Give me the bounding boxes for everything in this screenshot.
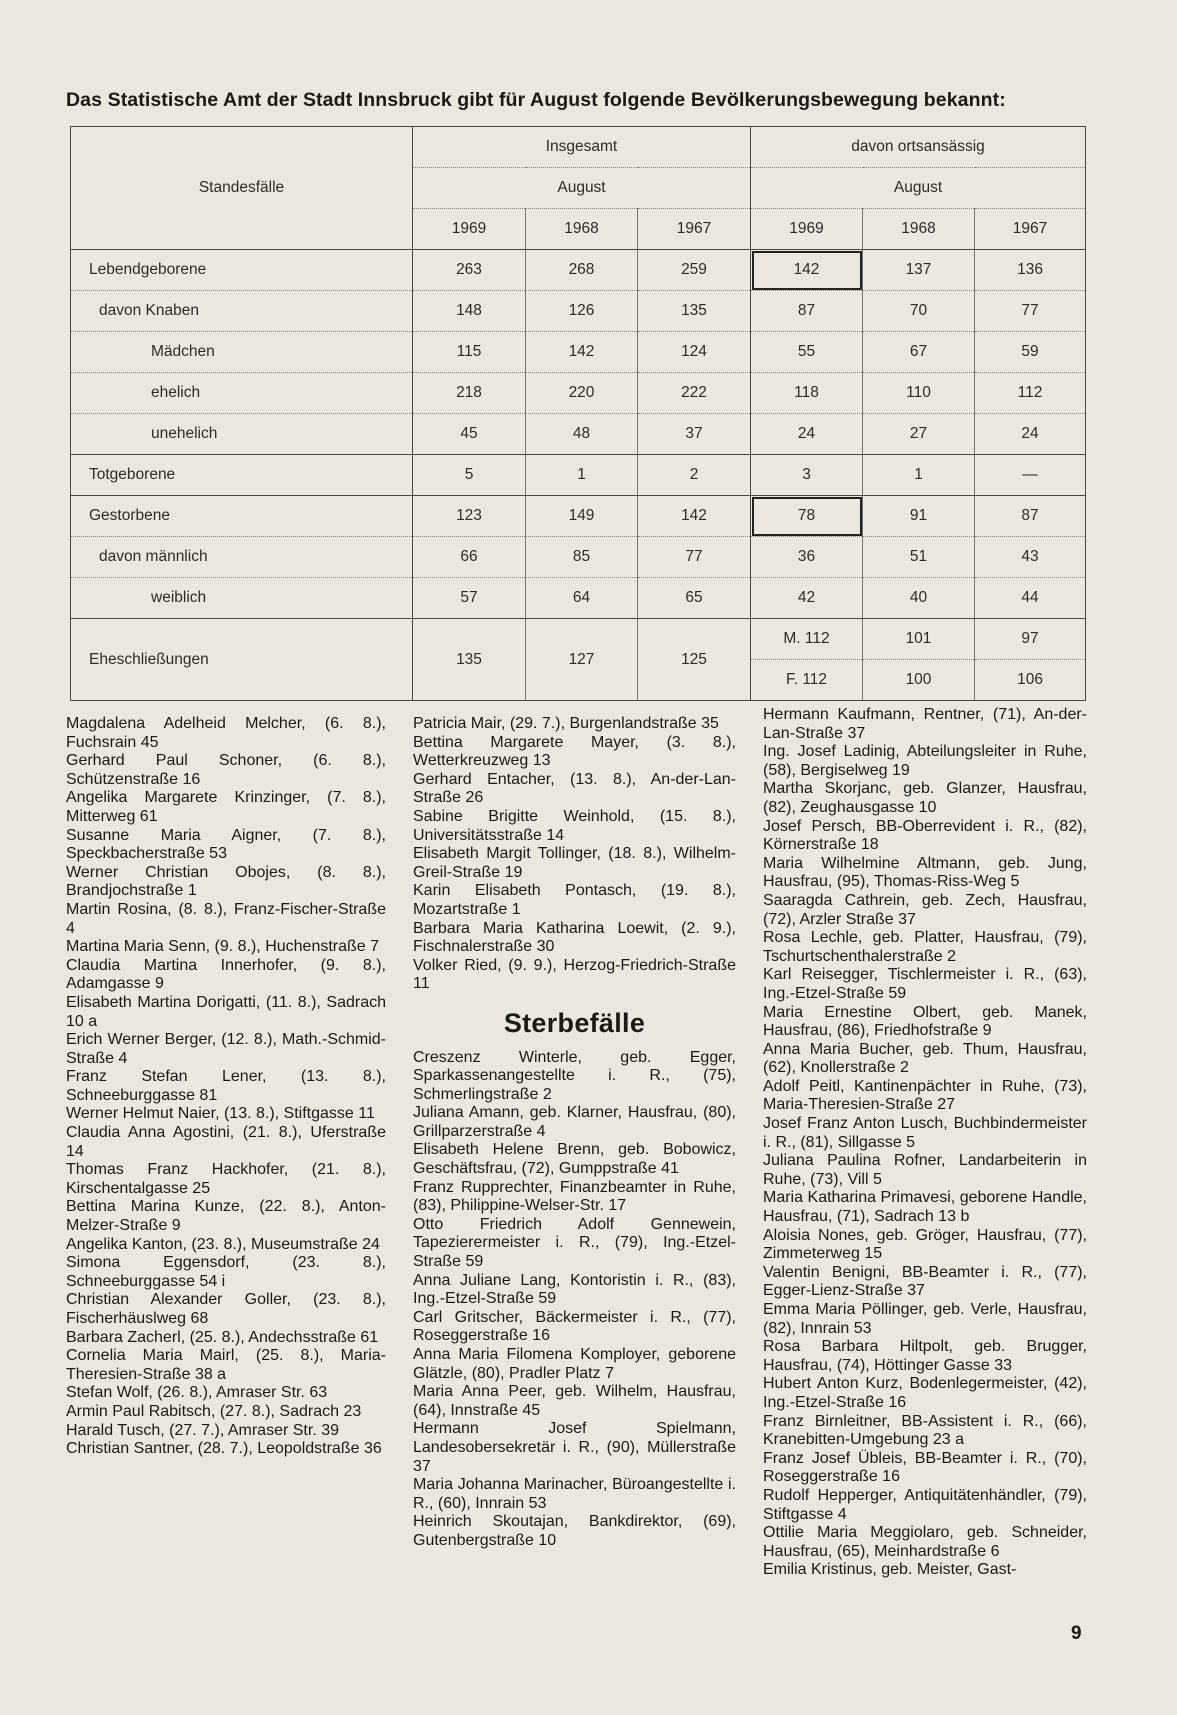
table-cell: 135	[638, 291, 751, 332]
table-cell: 51	[863, 537, 975, 578]
table-row	[71, 537, 1086, 578]
birth-entry: Christian Alexander Goller, (23. 8.), Fischerhäuslweg 68	[66, 1291, 386, 1327]
table-row	[71, 250, 1086, 291]
deaths-heading: Sterbefälle	[503, 1007, 646, 1038]
table-cell: 45	[413, 414, 526, 455]
headline: Das Statistische Amt der Stadt Innsbruck gibt für August folgende Bevölkerungsbewegung bekannt:	[66, 89, 1006, 111]
birth-entry: Barbara Maria Katharina Loewit, (2. 9.), Fischnalerstraße 30	[413, 919, 736, 956]
death-entry: Anna Maria Filomena Komployer, geborene Glätzle, (80), Pradler Platz 7	[413, 1346, 736, 1382]
death-entry: Josef Franz Anton Lusch, Buchbindermeister i. R., (81), Sillgasse 5	[763, 1115, 1087, 1151]
birth-entry: Barbara Zacherl, (25. 8.), Andechsstraße 61	[66, 1328, 379, 1346]
birth-entry: Angelika Margarete Krinzinger, (7. 8.), Mitterweg 61	[66, 789, 386, 825]
table-cell: 110	[863, 373, 975, 414]
table-row	[71, 578, 1086, 619]
table-cell: 115	[413, 332, 526, 373]
death-entry: Maria Wilhelmine Altmann, geb. Jung, Hausfrau, (95), Thomas-Riss-Weg 5	[763, 854, 1087, 891]
table-cell: 118	[751, 373, 863, 414]
table-cell: 67	[863, 332, 975, 373]
table-cell: 24	[751, 414, 863, 455]
birth-entry: Patricia Mair, (29. 7.), Burgenlandstraße 35	[413, 715, 719, 732]
death-entry: Rosa Barbara Hiltpolt, geb. Brugger, Hausfrau, (74), Höttinger Gasse 33	[763, 1338, 1087, 1374]
table-cell: —	[975, 455, 1086, 496]
birth-entry: Armin Paul Rabitsch, (27. 8.), Sadrach 23	[66, 1402, 362, 1420]
group-total: Insgesamt	[413, 127, 751, 168]
births-deaths-column-2	[413, 715, 736, 1551]
table-cell: 24	[975, 414, 1086, 455]
table-cell: 57	[413, 578, 526, 619]
year-header: 1968	[526, 209, 638, 250]
month-total: August	[413, 168, 751, 209]
death-entry: Saaragda Cathrein, geb. Zech, Hausfrau, (72), Arzler Straße 37	[763, 891, 1087, 928]
death-entry: Otto Friedrich Adolf Gennewein, Tapezierermeister i. R., (79), Ing.-Etzel-Straße 59	[413, 1215, 736, 1271]
month-local: August	[751, 168, 1086, 209]
row-label: davon männlich	[71, 537, 413, 578]
death-entry: Emilia Kristinus, geb. Meister, Gast-	[763, 1561, 1017, 1579]
table-cell: 220	[526, 373, 638, 414]
death-entry: Adolf Peitl, Kantinenpächter in Ruhe, (73), Maria-Theresien-Straße 27	[763, 1077, 1087, 1114]
row-label: Gestorbene	[71, 496, 413, 537]
birth-entry: Claudia Anna Agostini, (21. 8.), Uferstraße 14	[66, 1124, 386, 1160]
birth-entry: Bettina Margarete Mayer, (3. 8.), Wetterkreuzweg 13	[413, 733, 736, 770]
table-cell: 127	[526, 619, 638, 701]
table-cell: 43	[975, 537, 1086, 578]
table-cell: 142	[751, 250, 863, 291]
row-label: weiblich	[71, 578, 413, 619]
table-cell: 101	[863, 619, 975, 660]
table-cell: 77	[975, 291, 1086, 332]
birth-entry: Martina Maria Senn, (9. 8.), Huchenstraße 7	[66, 938, 380, 956]
death-entry: Hermann Josef Spielmann, Landesobersekretär i. R., (90), Müllerstraße 37	[413, 1420, 736, 1475]
death-entry: Hubert Anton Kurz, Bodenlegermeister, (42), Ing.-Etzel-Straße 16	[763, 1375, 1087, 1411]
table-row	[71, 332, 1086, 373]
table-cell: 142	[638, 496, 751, 537]
table-cell: 1	[863, 455, 975, 496]
table-cell: 136	[975, 250, 1086, 291]
col-label: Standesfälle	[71, 127, 413, 250]
table-cell: 1	[526, 455, 638, 496]
table-cell: 78	[751, 496, 863, 537]
death-entry: Ottilie Maria Meggiolaro, geb. Schneider, Hausfrau, (65), Meinhardstraße 6	[763, 1524, 1087, 1560]
births-column-1	[66, 715, 386, 1459]
row-label: Eheschließungen	[71, 619, 413, 701]
table-cell: 64	[526, 578, 638, 619]
birth-entry: Angelika Kanton, (23. 8.), Museumstraße 24	[66, 1235, 380, 1253]
death-entry: Maria Ernestine Olbert, geb. Manek, Hausfrau, (86), Friedhofstraße 9	[763, 1003, 1087, 1040]
table-cell: 112	[975, 373, 1086, 414]
birth-entry: Simona Eggensdorf, (23. 8.), Schneeburggasse 54 i	[66, 1254, 386, 1290]
death-entry: Creszenz Winterle, geb. Egger, Sparkassenangestellte i. R., (75), Schmerlingstraße 2	[413, 1048, 736, 1103]
table-cell: 268	[526, 250, 638, 291]
death-entry: Anna Maria Bucher, geb. Thum, Hausfrau, (62), Knollerstraße 2	[763, 1040, 1087, 1077]
death-entry: Anna Juliane Lang, Kontoristin i. R., (83), Ing.-Etzel-Straße 59	[413, 1271, 736, 1308]
table-cell: 106	[975, 660, 1086, 701]
table-cell: 36	[751, 537, 863, 578]
row-label: Lebendgeborene	[71, 250, 413, 291]
birth-entry: Elisabeth Martina Dorigatti, (11. 8.), Sadrach 10 a	[66, 993, 386, 1030]
table-row	[71, 619, 1086, 660]
table-cell: 148	[413, 291, 526, 332]
table-cell: 222	[638, 373, 751, 414]
death-entry: Rosa Lechle, geb. Platter, Hausfrau, (79), Tschurtschenthalerstraße 2	[763, 929, 1087, 965]
birth-entry: Cornelia Maria Mairl, (25. 8.), Maria-Theresien-Straße 38 a	[66, 1347, 386, 1383]
table-cell: 5	[413, 455, 526, 496]
birth-entry: Stefan Wolf, (26. 8.), Amraser Str. 63	[66, 1384, 328, 1402]
death-entry: Karl Reisegger, Tischlermeister i. R., (63), Ing.-Etzel-Straße 59	[763, 966, 1087, 1002]
table-cell: 55	[751, 332, 863, 373]
table-cell: 2	[638, 455, 751, 496]
death-entry: Franz Birnleitner, BB-Assistent i. R., (66), Kranebitten-Umgebung 23 a	[763, 1412, 1087, 1449]
deaths-column-3	[763, 706, 1087, 1580]
table-cell: 97	[975, 619, 1086, 660]
table-cell: 149	[526, 496, 638, 537]
table-cell: 259	[638, 250, 751, 291]
table-cell: 87	[975, 496, 1086, 537]
birth-entry: Franz Stefan Lener, (13. 8.), Schneeburggasse 81	[66, 1068, 386, 1104]
birth-entry: Magdalena Adelheid Melcher, (6. 8.), Fuchsrain 45	[66, 715, 386, 751]
row-label: davon Knaben	[71, 291, 413, 332]
year-header: 1969	[413, 209, 526, 250]
table-cell: 91	[863, 496, 975, 537]
table-row	[71, 496, 1086, 537]
death-entry: Rudolf Hepperger, Antiquitätenhändler, (79), Stiftgasse 4	[763, 1486, 1087, 1523]
year-header: 1969	[751, 209, 863, 250]
death-entry: Valentin Benigni, BB-Beamter i. R., (77), Egger-Lienz-Straße 37	[763, 1263, 1087, 1300]
death-entry: Juliana Paulina Rofner, Landarbeiterin in Ruhe, (73), Vill 5	[763, 1152, 1087, 1188]
table-cell: 100	[863, 660, 975, 701]
table-cell: 124	[638, 332, 751, 373]
table-cell: 40	[863, 578, 975, 619]
row-label: ehelich	[71, 373, 413, 414]
birth-entry: Sabine Brigitte Weinhold, (15. 8.), Universitätsstraße 14	[413, 807, 736, 844]
year-header: 1967	[638, 209, 751, 250]
death-entry: Maria Johanna Marinacher, Büroangestellte i. R., (60), Innrain 53	[413, 1476, 736, 1512]
table-cell: 44	[975, 578, 1086, 619]
death-entry: Josef Persch, BB-Oberrevident i. R., (82), Körnerstraße 18	[763, 817, 1087, 854]
death-entry: Carl Gritscher, Bäckermeister i. R., (77), Roseggerstraße 16	[413, 1308, 736, 1345]
death-entry: Hermann Kaufmann, Rentner, (71), An-der-Lan-Straße 37	[763, 706, 1087, 742]
birth-entry: Harald Tusch, (27. 7.), Amraser Str. 39	[66, 1421, 339, 1439]
death-entry: Maria Anna Peer, geb. Wilhelm, Hausfrau, (64), Innstraße 45	[413, 1383, 736, 1419]
table-cell: 27	[863, 414, 975, 455]
table-cell: 48	[526, 414, 638, 455]
birth-entry: Martin Rosina, (8. 8.), Franz-Fischer-Straße 4	[66, 900, 386, 937]
birth-entry: Christian Santner, (28. 7.), Leopoldstraße 36	[66, 1440, 382, 1458]
table-cell: 123	[413, 496, 526, 537]
birth-entry: Susanne Maria Aigner, (7. 8.), Speckbacherstraße 53	[66, 826, 386, 863]
table-cell: 263	[413, 250, 526, 291]
table-cell: 59	[975, 332, 1086, 373]
birth-entry: Werner Christian Obojes, (8. 8.), Brandjochstraße 1	[66, 863, 386, 900]
table-cell: 218	[413, 373, 526, 414]
table-cell: 77	[638, 537, 751, 578]
birth-entry: Karin Elisabeth Pontasch, (19. 8.), Mozartstraße 1	[413, 882, 736, 918]
row-label: unehelich	[71, 414, 413, 455]
death-entry: Franz Rupprechter, Finanzbeamter in Ruhe, (83), Philippine-Welser-Str. 17	[413, 1178, 736, 1215]
table-cell: 135	[413, 619, 526, 701]
table-cell: 65	[638, 578, 751, 619]
row-label: Totgeborene	[71, 455, 413, 496]
death-entry: Martha Skorjanc, geb. Glanzer, Hausfrau, (82), Zeughausgasse 10	[763, 780, 1087, 816]
birth-entry: Elisabeth Margit Tollinger, (18. 8.), Wilhelm-Greil-Straße 19	[413, 845, 736, 881]
table-cell: M. 112	[751, 619, 863, 660]
death-entry: Franz Josef Übleis, BB-Beamter i. R., (70), Roseggerstraße 16	[763, 1449, 1087, 1486]
table-cell: 142	[526, 332, 638, 373]
table-cell: 70	[863, 291, 975, 332]
birth-entry: Claudia Martina Innerhofer, (9. 8.), Adamgasse 9	[66, 956, 386, 993]
page-number: 9	[1071, 1623, 1082, 1644]
birth-entry: Bettina Marina Kunze, (22. 8.), Anton-Melzer-Straße 9	[66, 1198, 386, 1235]
death-entry: Ing. Josef Ladinig, Abteilungsleiter in Ruhe, (58), Bergiselweg 19	[763, 743, 1087, 779]
table-row	[71, 455, 1086, 496]
table-cell: 66	[413, 537, 526, 578]
table-cell: 3	[751, 455, 863, 496]
death-entry: Emma Maria Pöllinger, geb. Verle, Hausfrau, (82), Innrain 53	[763, 1301, 1087, 1337]
year-header: 1968	[863, 209, 975, 250]
table-row	[71, 291, 1086, 332]
population-table	[70, 126, 1086, 701]
birth-entry: Werner Helmut Naier, (13. 8.), Stiftgasse 11	[66, 1105, 375, 1123]
table-row	[71, 414, 1086, 455]
death-entry: Aloisia Nones, geb. Gröger, Hausfrau, (77), Zimmeterweg 15	[763, 1226, 1087, 1263]
row-label: Mädchen	[71, 332, 413, 373]
death-entry: Elisabeth Helene Brenn, geb. Bobowicz, Geschäftsfrau, (72), Gumppstraße 41	[413, 1141, 736, 1178]
table-cell: 85	[526, 537, 638, 578]
birth-entry: Volker Ried, (9. 9.), Herzog-Friedrich-Straße 11	[413, 956, 736, 993]
table-row	[71, 373, 1086, 414]
table-cell: 87	[751, 291, 863, 332]
table-cell: F. 112	[751, 660, 863, 701]
group-local: davon ortsansässig	[751, 127, 1086, 168]
year-header: 1967	[975, 209, 1086, 250]
table-cell: 37	[638, 414, 751, 455]
birth-entry: Gerhard Entacher, (13. 8.), An-der-Lan-Straße 26	[413, 770, 736, 807]
birth-entry: Erich Werner Berger, (12. 8.), Math.-Schmid-Straße 4	[66, 1031, 386, 1067]
death-entry: Juliana Amann, geb. Klarner, Hausfrau, (80), Grillparzerstraße 4	[413, 1104, 736, 1140]
table-cell: 125	[638, 619, 751, 701]
death-entry: Heinrich Skoutajan, Bankdirektor, (69), Gutenbergstraße 10	[413, 1513, 736, 1549]
birth-entry: Gerhard Paul Schoner, (6. 8.), Schützenstraße 16	[66, 752, 386, 788]
birth-entry: Thomas Franz Hackhofer, (21. 8.), Kirschentalgasse 25	[66, 1161, 386, 1197]
table-cell: 137	[863, 250, 975, 291]
death-entry: Maria Katharina Primavesi, geborene Handle, Hausfrau, (71), Sadrach 13 b	[763, 1189, 1087, 1226]
table-cell: 42	[751, 578, 863, 619]
table-cell: 126	[526, 291, 638, 332]
